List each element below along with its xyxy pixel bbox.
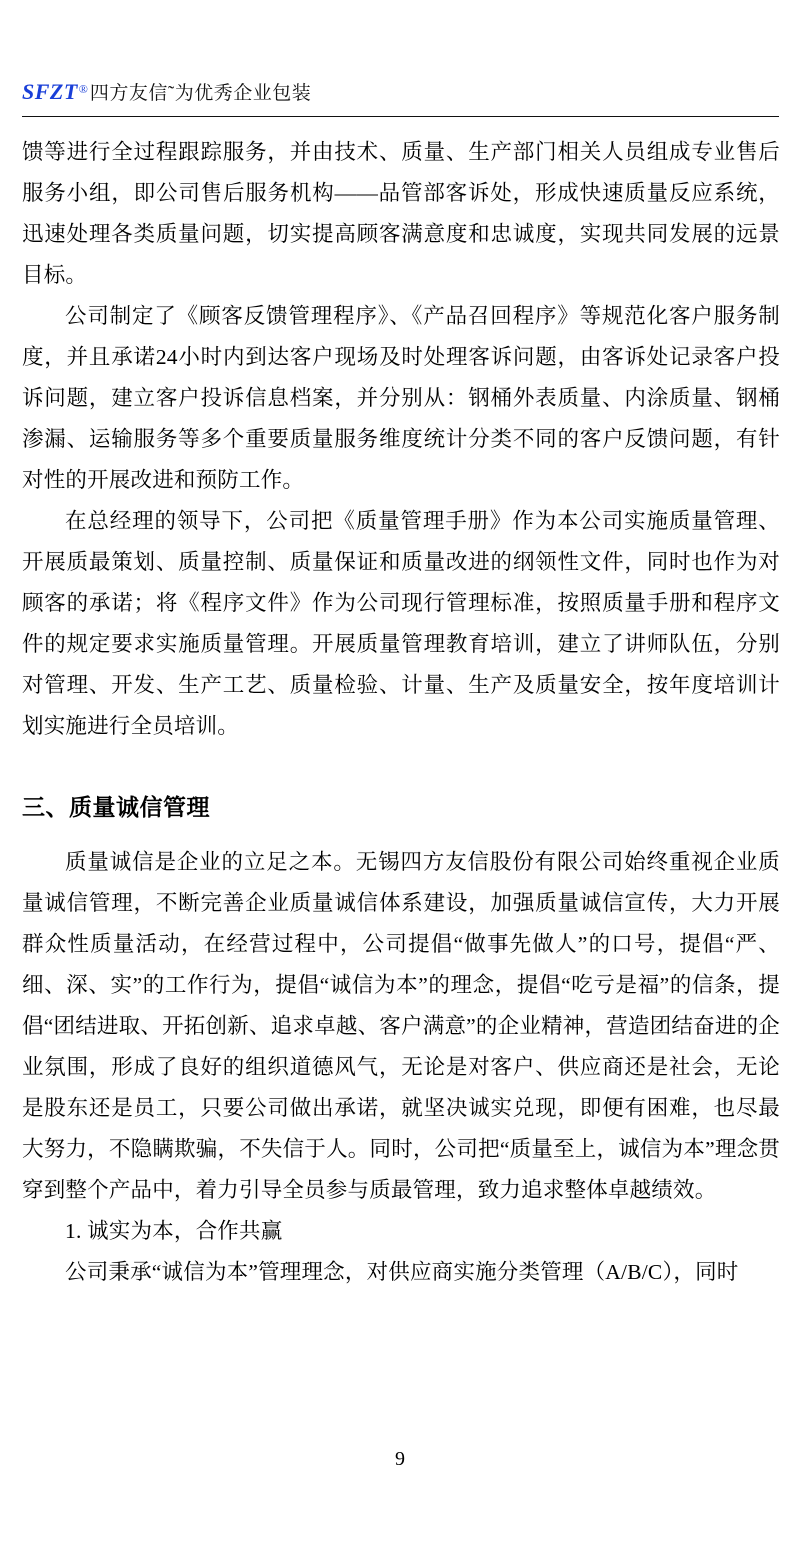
paragraph-customer-service-system: 公司制定了《顾客反馈管理程序》、《产品召回程序》等规范化客户服务制度，并且承诺24小时内到达客户现场及时处理客诉问题，由客诉处记录客户投诉问题，建立客户投诉信息档案，并分别从：钢桶外表质量、内涂质量、钢桶渗漏、运输服务等多个重要质量服务维度统计分类不同的客户反馈问题，有针对性的开展改进和预防工作。 — [22, 304, 780, 492]
subsection-heading-honesty: 1. 诚实为本，合作共赢 — [65, 1219, 283, 1243]
document-body — [22, 132, 780, 1293]
heading-spacer — [22, 828, 780, 842]
paragraph-integrity-overview: 质量诚信是企业的立足之本。无锡四方友信股份有限公司始终重视企业质量诚信管理，不断完善企业质量诚信体系建设，加强质量诚信宣传，大力开展群众性质量活动，在经营过程中，公司提倡“做事先做人”的口号，提倡“严、细、深、实”的工作行为，提倡“诚信为本”的理念，提倡“吃亏是福”的信条，提倡“团结进取、开拓创新、追求卓越、客户满意”的企业精神，营造团结奋进的企业氛围，形成了良好的组织道德风气，无论是对客户、供应商还是社会，无论是股东还是员工，只要公司做出承诺，就坚决诚实兑现，即便有困难，也尽最大努力，不隐瞒欺骗，不失信于人。同时，公司把“质量至上，诚信为本”理念贯穿到整个产品中，着力引导全员参与质最管理，致力追求整体卓越绩效。 — [22, 850, 780, 1202]
registered-trademark-icon: ® — [78, 82, 88, 96]
paragraph-supplier-management: 公司秉承“诚信为本”管理理念，对供应商实施分类管理（A/B/C），同时 — [65, 1260, 739, 1284]
section-heading-quality-integrity: 三、质量诚信管理 — [22, 794, 210, 820]
paragraph-quality-manual: 在总经理的领导下，公司把《质量管理手册》作为本公司实施质量管理、开展质最策划、质量控制、质量保证和质量改进的纲领性文件，同时也作为对顾客的承诺；将《程序文件》作为公司现行管理标准，按照质量手册和程序文件的规定要求实施质量管理。开展质量管理教育培训，建立了讲师队伍，分别对管理、开发、生产工艺、质量检验、计量、生产及质量安全，按年度培训计划实施进行全员培训。 — [22, 509, 780, 738]
header-company-line: 四方友信˜为优秀企业包装 — [89, 83, 312, 104]
paragraph-continuation: 馈等进行全过程跟踪服务，并由技术、质量、生产部门相关人员组成专业售后服务小组，即公司售后服务机构——品管部客诉处，形成快速质量反应系统，迅速处理各类质量问题，切实提高顾客满意度和忠诚度，实现共同发展的远景目标。 — [22, 140, 780, 287]
page-header — [22, 78, 778, 105]
section-spacer — [22, 747, 780, 787]
company-logo-text: SFZT — [22, 79, 78, 104]
header-divider — [22, 116, 779, 117]
page-number: 9 — [395, 1448, 405, 1470]
